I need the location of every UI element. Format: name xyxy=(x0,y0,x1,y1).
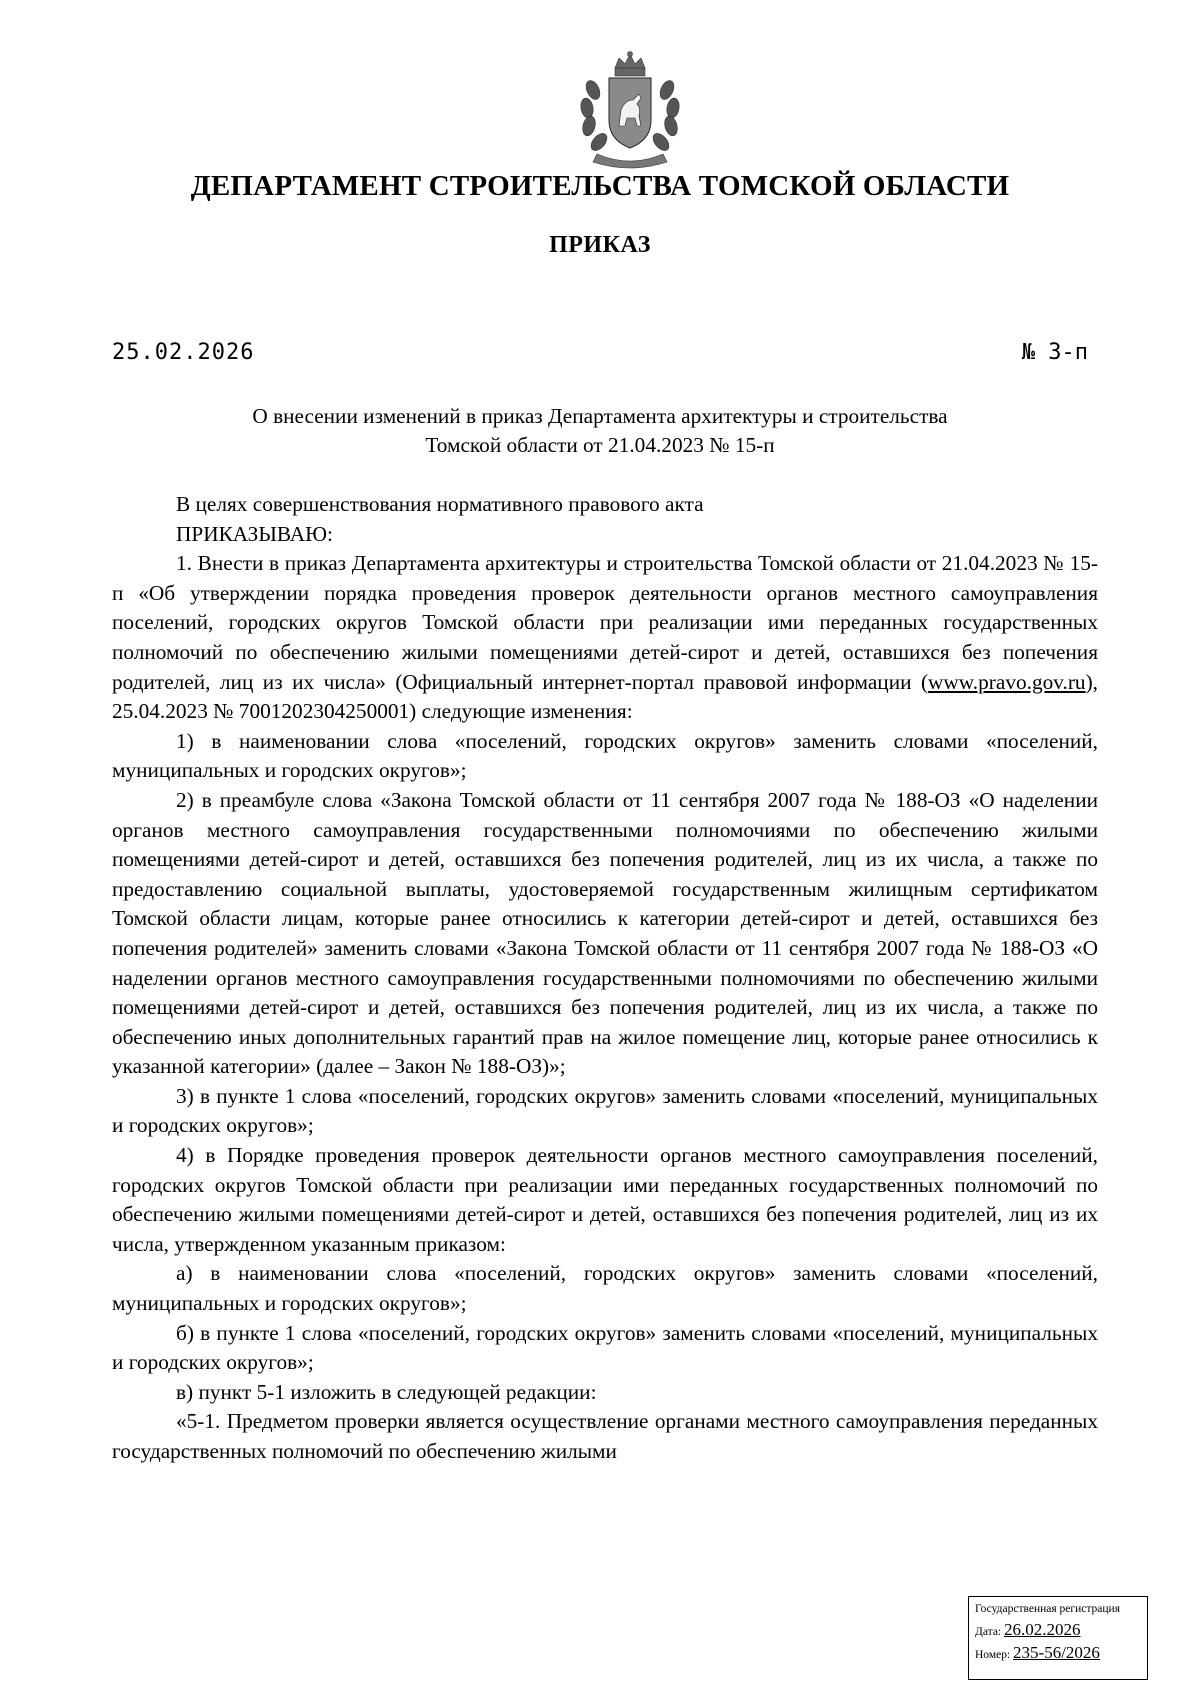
registration-number-label: Номер: xyxy=(975,1649,1011,1661)
subclause-4a: а) в наименовании слова «поселений, городских округов» заменить словами «поселений, муниципальных и городских округов»; xyxy=(112,1261,1098,1316)
subclause-2: 2) в преамбуле слова «Закона Томской области от 11 сентября 2007 года № 188-ОЗ «О наделении органов местного самоуправления государственными полномочиями по обеспечению жилыми помещениями детей-сирот и детей, оставшихся без попечения родителей, лиц из их числа, а также по предоставлению социальной выплаты, удостоверяемой государственным жилищным сертификатом Томской области лицам, которые ранее относились к категории детей-сирот и детей, оставшихся без попечения родителей» заменить словами «Закона Томской области от 11 сентября 2007 года № 188-ОЗ «О наделении органов местного самоуправления государственными полномочиями по обеспечению жилыми помещениями детей-сирот и детей, оставшихся без попечения родителей, лиц из их числа, а также по обеспечению иных дополнительных гарантий прав на жилое помещение лиц, которые ранее относились к указанной категории» (далее – Закон № 188-ОЗ)»; xyxy=(112,787,1098,1079)
clause-1-text-before: 1. Внести в приказ Департамента архитектуры и строительства Томской области от 21.04.2023 № 15-п «Об утверждении порядка проведения проверок деятельности органов местного самоуправления поселений, городских округов Томской области при реализации ими переданных государственных полномочий по обеспечению жилыми помещениями детей-сирот и детей, оставшихся без попечения родителей, лиц из их числа» (Официальный интернет-портал правовой информации ( xyxy=(112,551,1098,694)
registration-number-value: 235-56/2026 xyxy=(1013,1643,1100,1662)
coat-of-arms-icon xyxy=(575,50,685,170)
order-body xyxy=(112,490,1098,1467)
subclause-1: 1) в наименовании слова «поселений, городских округов» заменить словами «поселений, муниципальных и городских округов»; xyxy=(112,728,1098,783)
subclause-4v: в) пункт 5-1 изложить в следующей редакции: xyxy=(176,1379,597,1404)
subclause-4b: б) в пункте 1 слова «поселений, городских округов» заменить словами «поселений, муниципальных и городских округов»; xyxy=(112,1320,1098,1375)
registration-date-row xyxy=(975,1621,1141,1641)
order-command: ПРИКАЗЫВАЮ: xyxy=(176,521,333,546)
purpose-paragraph: В целях совершенствования нормативного правового акта xyxy=(176,492,704,516)
registration-number-row xyxy=(975,1644,1141,1664)
pravo-gov-link[interactable]: www.pravo.gov.ru xyxy=(928,669,1086,694)
registration-date-value: 26.02.2026 xyxy=(1004,1620,1081,1639)
clause-1-text-after: ), 25.04.2023 № 7001202304250001) следующие изменения: xyxy=(112,669,1098,724)
document-type-title: ПРИКАЗ xyxy=(549,232,651,258)
order-subject xyxy=(112,402,1088,460)
subclause-4: 4) в Порядке проведения проверок деятельности органов местного самоуправления поселений, городских округов Томской области при реализации ими переданных государственных полномочий по обеспечению жилыми помещениями детей-сирот и детей, оставшихся без попечения родителей, лиц из их числа, утвержденном указанным приказом: xyxy=(112,1143,1098,1256)
clause-1 xyxy=(112,549,1098,727)
clause-5-1: «5-1. Предметом проверки является осуществление органами местного самоуправления переданных государственных полномочий по обеспечению жилыми xyxy=(112,1409,1098,1463)
order-date: 25.02.2026 xyxy=(112,340,255,365)
subclause-3: 3) в пункте 1 слова «поселений, городских округов» заменить словами «поселений, муниципальных и городских округов»; xyxy=(112,1083,1098,1138)
registration-title: Государственная регистрация xyxy=(975,1603,1120,1615)
department-title: ДЕПАРТАМЕНТ СТРОИТЕЛЬСТВА ТОМСКОЙ ОБЛАСТИ xyxy=(190,170,1010,202)
registration-stamp xyxy=(968,1596,1148,1680)
subject-line-1: О внесении изменений в приказ Департамента архитектуры и строительства xyxy=(252,404,948,428)
subject-line-2: Томской области от 21.04.2023 № 15-п xyxy=(425,433,775,457)
registration-date-label: Дата: xyxy=(975,1626,1002,1638)
order-number: № 3-п xyxy=(1021,340,1088,365)
